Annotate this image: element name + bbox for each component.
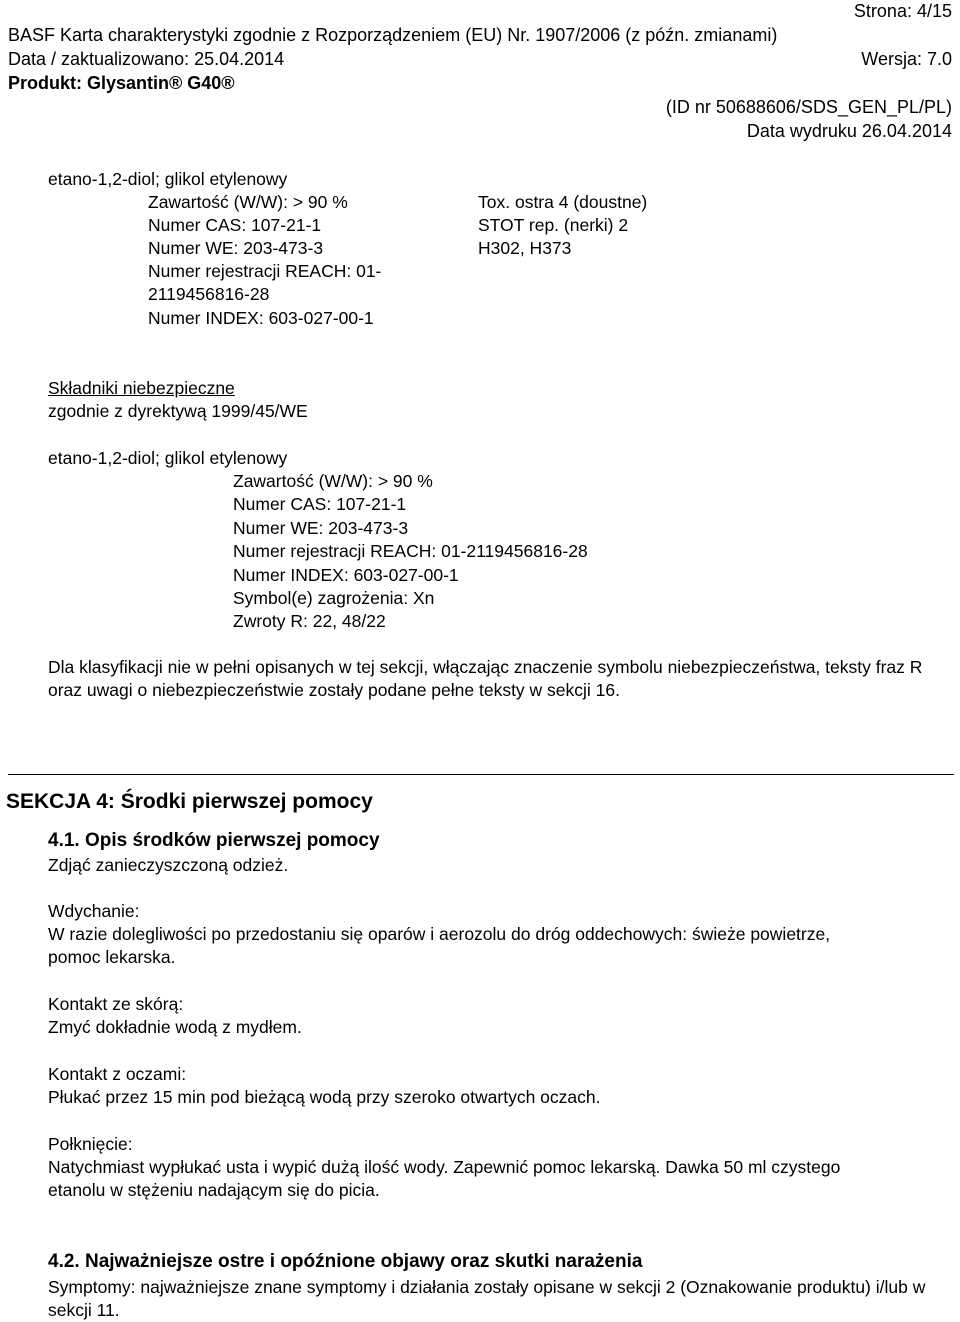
classification-item: STOT rep. (nerki) 2 [478,215,629,235]
first-aid-intro: Zdjąć zanieczyszczoną odzież. [48,855,289,875]
route-label: Wdychanie: [48,901,140,921]
route-text: Płukać przez 15 min pod bieżącą wodą przy szeroko otwartych oczach. [48,1087,601,1107]
classification-note: Dla klasyfikacji nie w pełni opisanych w tej sekcji, włączając znaczenie symbolu niebezpieczeństwa, teksty fraz R oraz uwagi o niebezpieczeństwie zostały podane pełne teksty w sekcji 16. [48,657,923,700]
route-text: Zmyć dokładnie wodą z mydłem. [48,1017,302,1037]
document-title: BASF Karta charakterystyki zgodnie z Rozporządzeniem (EU) Nr. 1907/2006 (z późn. zmianami) [8,25,778,45]
substance-detail: Numer WE: 203-473-3 [148,238,324,258]
substance-name: etano-1,2-diol; glikol etylenowy [48,169,288,189]
route-text: Natychmiast wypłukać usta i wypić dużą ilość wody. Zapewnić pomoc lekarską. Dawka 50 ml czystego etanolu w stężeniu nadającym się do picia. [48,1157,841,1200]
substance-detail: Numer INDEX: 603-027-00-1 [148,308,374,328]
section-divider [8,774,954,775]
subsection-title: 4.2. Najważniejsze ostre i opóźnione objawy oraz skutki narażenia [48,1251,643,1272]
substance-detail: Numer INDEX: 603-027-00-1 [233,565,459,585]
page-number: Strona: 4/15 [853,1,952,21]
substance-detail: Numer rejestracji REACH: 01- [148,261,382,281]
directive-subheading: zgodnie z dyrektywą 1999/45/WE [48,401,308,421]
classification-item: Tox. ostra 4 (doustne) [478,192,648,212]
sds-id: (ID nr 50688606/SDS_GEN_PL/PL) [665,97,952,117]
substance-detail: Zawartość (W/W): > 90 % [233,471,433,491]
substance-detail: Symbol(e) zagrożenia: Xn [233,588,435,608]
substance-detail: 2119456816-28 [148,284,270,304]
route-label: Kontakt ze skórą: [48,994,184,1014]
route-text: W razie dolegliwości po przedostaniu się oparów i aerozolu do dróg oddechowych: świeże powietrze, pomoc lekarska. [48,924,831,967]
substance-detail: Zawartość (W/W): > 90 % [148,192,348,212]
subsection-title: 4.1. Opis środków pierwszej pomocy [48,830,380,851]
substance-detail: Numer CAS: 107-21-1 [148,215,322,235]
substance-detail: Numer rejestracji REACH: 01-2119456816-28 [233,541,588,561]
product-name: Produkt: Glysantin® G40® [8,73,235,93]
symptoms-text: Symptomy: najważniejsze znane symptomy i działania zostały opisane w sekcji 2 (Oznakowanie produktu) i/lub w sekcji 11. [48,1277,926,1320]
route-label: Kontakt z oczami: [48,1064,187,1084]
section-title: SEKCJA 4: Środki pierwszej pomocy [6,790,373,813]
substance-detail: Numer CAS: 107-21-1 [233,494,407,514]
substance-name: etano-1,2-diol; glikol etylenowy [48,448,288,468]
hazardous-components-heading: Składniki niebezpieczne [48,378,235,398]
route-label: Połknięcie: [48,1134,133,1154]
classification-item: H302, H373 [478,238,572,258]
substance-detail: Zwroty R: 22, 48/22 [233,611,386,631]
substance-detail: Numer WE: 203-473-3 [233,518,409,538]
print-date: Data wydruku 26.04.2014 [746,121,952,141]
version: Wersja: 7.0 [861,49,952,69]
update-date: Data / zaktualizowano: 25.04.2014 [8,49,285,69]
